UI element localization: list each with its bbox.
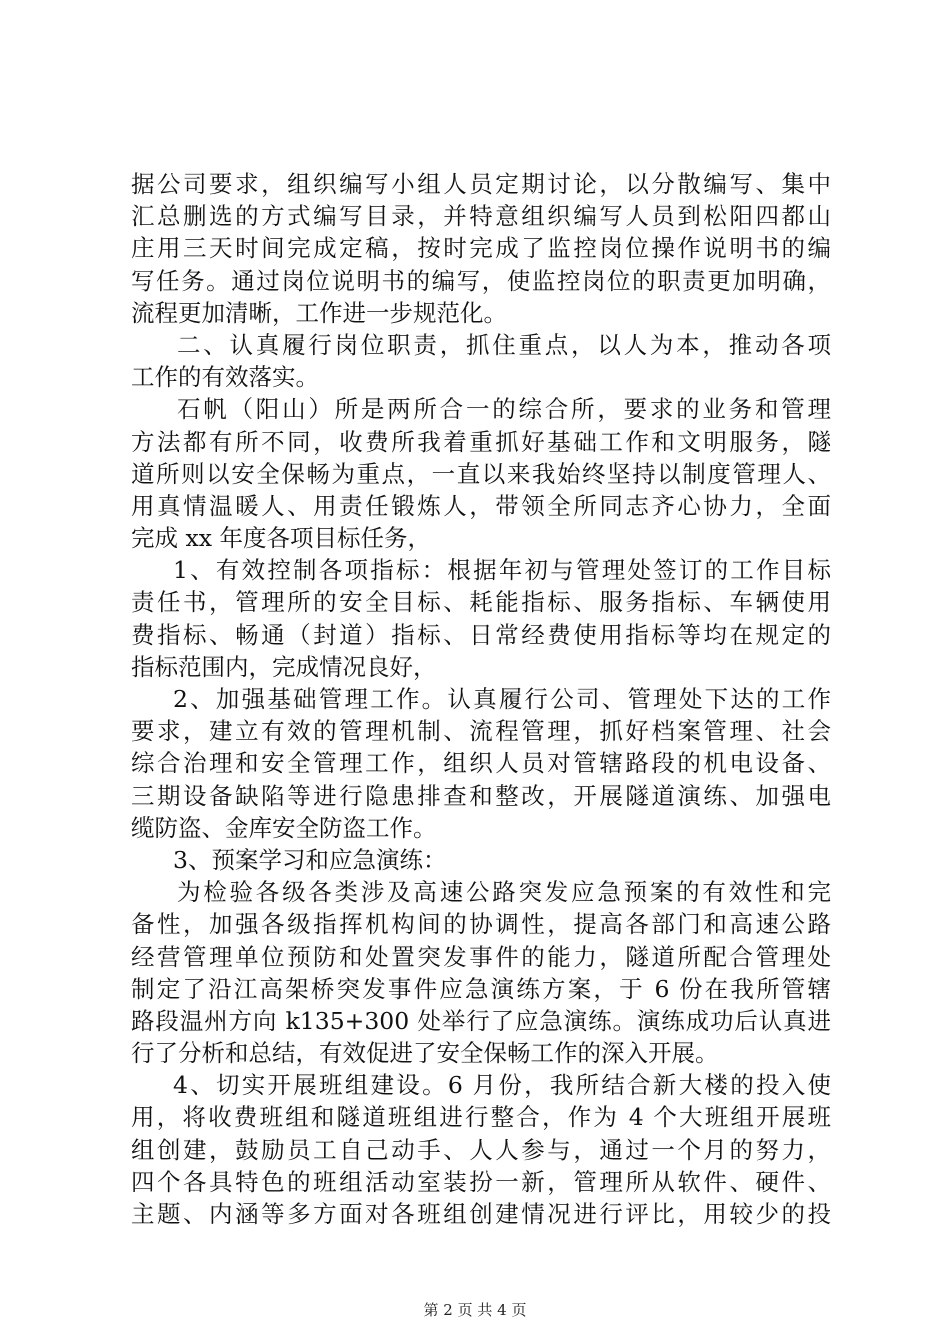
text-line: 完成 xx 年度各项目标任务， (131, 524, 431, 553)
text-line: 责任书，管理所的安全目标、耗能指标、服务指标、车辆使用 (131, 588, 831, 617)
text-line: 据公司要求，组织编写小组人员定期讨论，以分散编写、集中 (131, 170, 831, 198)
text-line: 工作的有效落实。 (131, 363, 319, 392)
text-line: 4、切实开展班组建设。6 月份，我所结合新大楼的投入使 (173, 1071, 831, 1100)
text-line: 三期设备缺陷等进行隐患排查和整改，开展隧道演练、加强电 (131, 781, 831, 810)
text-line: 四个各具特色的班组活动室装扮一新，管理所从软件、硬件、 (131, 1167, 831, 1196)
text-line: 庄用三天时间完成定稿，按时完成了监控岗位操作说明书的编 (131, 234, 831, 263)
text-line: 指标范围内，完成情况良好， (131, 652, 437, 681)
text-line: 行了分析和总结，有效促进了安全保畅工作的深入开展。 (131, 1039, 719, 1068)
page-number-footer: 第 2 页 共 4 页 (423, 1301, 527, 1319)
text-line: 1、有效控制各项指标：根据年初与管理处签订的工作目标 (173, 556, 831, 585)
text-line: 2、加强基础管理工作。认真履行公司、管理处下达的工作 (173, 685, 831, 713)
text-line: 缆防盗、金库安全防盗工作。 (131, 813, 437, 842)
text-line: 用真情温暖人、用责任锻炼人，带领全所同志齐心协力，全面 (131, 491, 831, 520)
text-line: 汇总删选的方式编写目录，并特意组织编写人员到松阳四都山 (131, 202, 831, 231)
text-line: 路段温州方向 k135+300 处举行了应急演练。演练成功后认真进 (131, 1006, 831, 1035)
text-line: 3、预案学习和应急演练： (173, 845, 447, 874)
text-line: 费指标、畅通（封道）指标、日常经费使用指标等均在规定的 (131, 620, 831, 649)
text-line: 用，将收费班组和隧道班组进行整合，作为 4 个大班组开展班 (131, 1103, 831, 1132)
text-line: 二、认真履行岗位职责，抓住重点，以人为本，推动各项 (177, 330, 831, 359)
text-line: 方法都有所不同，收费所我着重抓好基础工作和文明服务，隧 (131, 427, 831, 456)
text-line: 综合治理和安全管理工作，组织人员对管辖路段的机电设备、 (131, 749, 831, 778)
text-line: 备性，加强各级指挥机构间的协调性，提高各部门和高速公路 (131, 910, 831, 939)
text-line: 为检验各级各类涉及高速公路突发应急预案的有效性和完 (177, 878, 831, 907)
text-line: 流程更加清晰，工作进一步规范化。 (131, 298, 507, 327)
text-line: 制定了沿江高架桥突发事件应急演练方案，于 6 份在我所管辖 (131, 974, 831, 1003)
text-line: 主题、内涵等多方面对各班组创建情况进行评比，用较少的投 (131, 1200, 831, 1228)
text-line: 写任务。通过岗位说明书的编写，使监控岗位的职责更加明确， (131, 266, 831, 295)
text-line: 石帆（阳山）所是两所合一的综合所，要求的业务和管理 (177, 395, 831, 424)
text-line: 要求，建立有效的管理机制、流程管理，抓好档案管理、社会 (131, 717, 831, 746)
text-line: 组创建，鼓励员工自己动手、人人参与，通过一个月的努力， (131, 1135, 831, 1164)
document-body (131, 168, 831, 1230)
text-line: 道所则以安全保畅为重点，一直以来我始终坚持以制度管理人、 (131, 459, 831, 488)
text-line: 经营管理单位预防和处置突发事件的能力，隧道所配合管理处 (131, 942, 831, 971)
